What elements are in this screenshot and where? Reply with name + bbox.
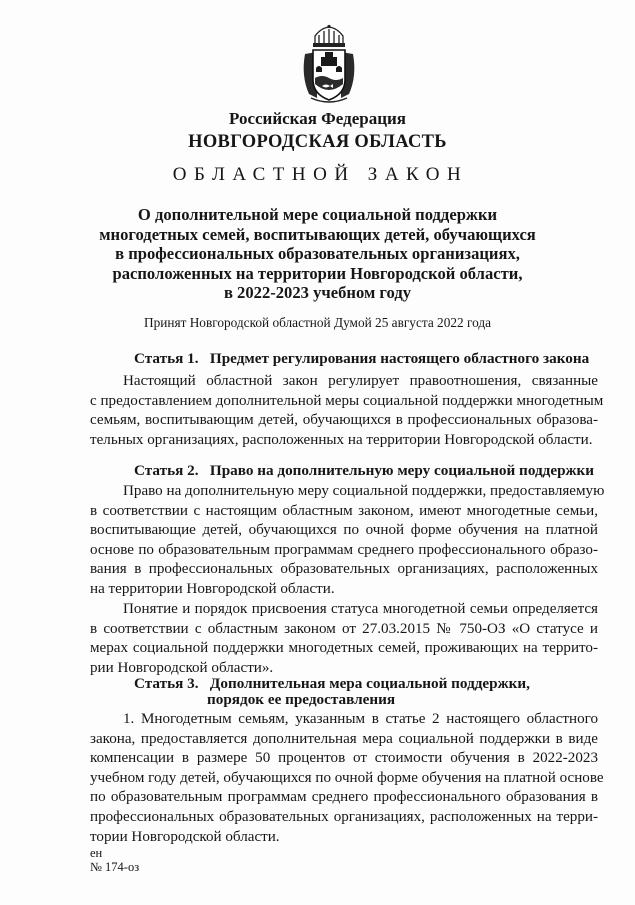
article-number: Статья 2. (134, 462, 199, 479)
footer-law-number: № 174-оз (90, 860, 140, 874)
law-title-line: в 2022-2023 учебном году (223, 283, 412, 302)
region-heading: НОВГОРОДСКАЯ ОБЛАСТЬ (188, 132, 447, 152)
article-2-paragraph-2 (90, 600, 598, 678)
text-line: компенсации в размере 50 процентов от стоимости обучения в 2022-2023 (90, 750, 598, 767)
text-line: вания в профессиональных образовательных организациях, расположенных (90, 561, 598, 578)
text-line: по образовательным программам среднего профессионального образования в (90, 789, 598, 806)
law-title-line: в профессиональных образовательных организациях, (115, 244, 520, 263)
text-line: основе по образовательным программам среднего профессионального образо- (90, 541, 598, 558)
federation-heading: Российская Федерация (229, 109, 406, 128)
article-2-heading (134, 462, 594, 480)
law-title (0, 205, 635, 303)
article-1-paragraph-1 (90, 372, 604, 450)
text-line: в соответствии с настоящим областным законом, имеют многодетные семьи, (90, 502, 598, 519)
text-line: Право на дополнительную меру социальной поддержки, предоставляемую (123, 483, 605, 499)
text-line: мерах социальной поддержки многодетных семей, проживающих на террито- (90, 640, 598, 657)
law-title-line: многодетных семей, воспитывающих детей, обучающихся (99, 224, 536, 244)
text-line: учебном году детей, обучающихся по очной форме обучения на платной основе (90, 769, 604, 786)
text-line: тории Новгородской области. (90, 828, 280, 845)
text-line: Понятие и порядок присвоения статуса многодетной семьи определяется (123, 601, 598, 617)
text-line: с предоставлением дополнительной меры социальной поддержки многодетным (90, 392, 604, 409)
adoption-note: Принят Новгородской областной Думой 25 августа 2022 года (143, 315, 492, 330)
document-type-heading: ОБЛАСТНОЙ ЗАКОН (172, 164, 469, 185)
article-2-paragraph-1 (90, 482, 605, 600)
article-title: Предмет регулирования настоящего областного закона (209, 350, 590, 367)
text-line: 1. Многодетным семьям, указанным в статье 2 настоящего областного (123, 711, 598, 727)
text-line: воспитывающие детей, обучающихся по очной форме обучения на платной (90, 522, 598, 539)
text-line: тельных организациях, расположенных на территории Новгородской области. (90, 431, 593, 448)
article-title: Дополнительная мера социальной поддержки, (209, 675, 530, 692)
footer-initials: ен (90, 846, 103, 860)
article-title: порядок ее предоставления (207, 691, 396, 708)
text-line: в соответствии с областным законом от 27.03.2015 № 750-ОЗ «О статусе и (90, 620, 598, 637)
article-title: Право на дополнительную меру социальной поддержки (209, 462, 595, 479)
text-line: семьям, воспитывающим детей, обучающихся в профессиональных образова- (90, 412, 598, 429)
article-3-paragraph-1 (90, 710, 604, 847)
text-line: на территории Новгородской области. (90, 580, 335, 597)
novgorod-coat-of-arms-icon (297, 24, 361, 104)
article-number: Статья 1. (134, 350, 199, 367)
article-1-heading (134, 350, 589, 368)
text-line: профессиональных образовательных организациях, расположенных на терри- (90, 808, 598, 825)
footer-code (90, 846, 139, 874)
law-title-line: О дополнительной мере социальной поддержки (137, 205, 498, 224)
text-line: закона, предоставляется дополнительная мера социальной поддержки в виде (90, 730, 598, 747)
law-title-line: расположенных на территории Новгородской области, (112, 263, 523, 283)
article-3-heading-line-2 (207, 691, 395, 709)
text-line: Настоящий областной закон регулирует правоотношения, связанные (123, 373, 598, 389)
text-line: рии Новгородской области». (90, 659, 274, 676)
article-number: Статья 3. (134, 675, 199, 692)
